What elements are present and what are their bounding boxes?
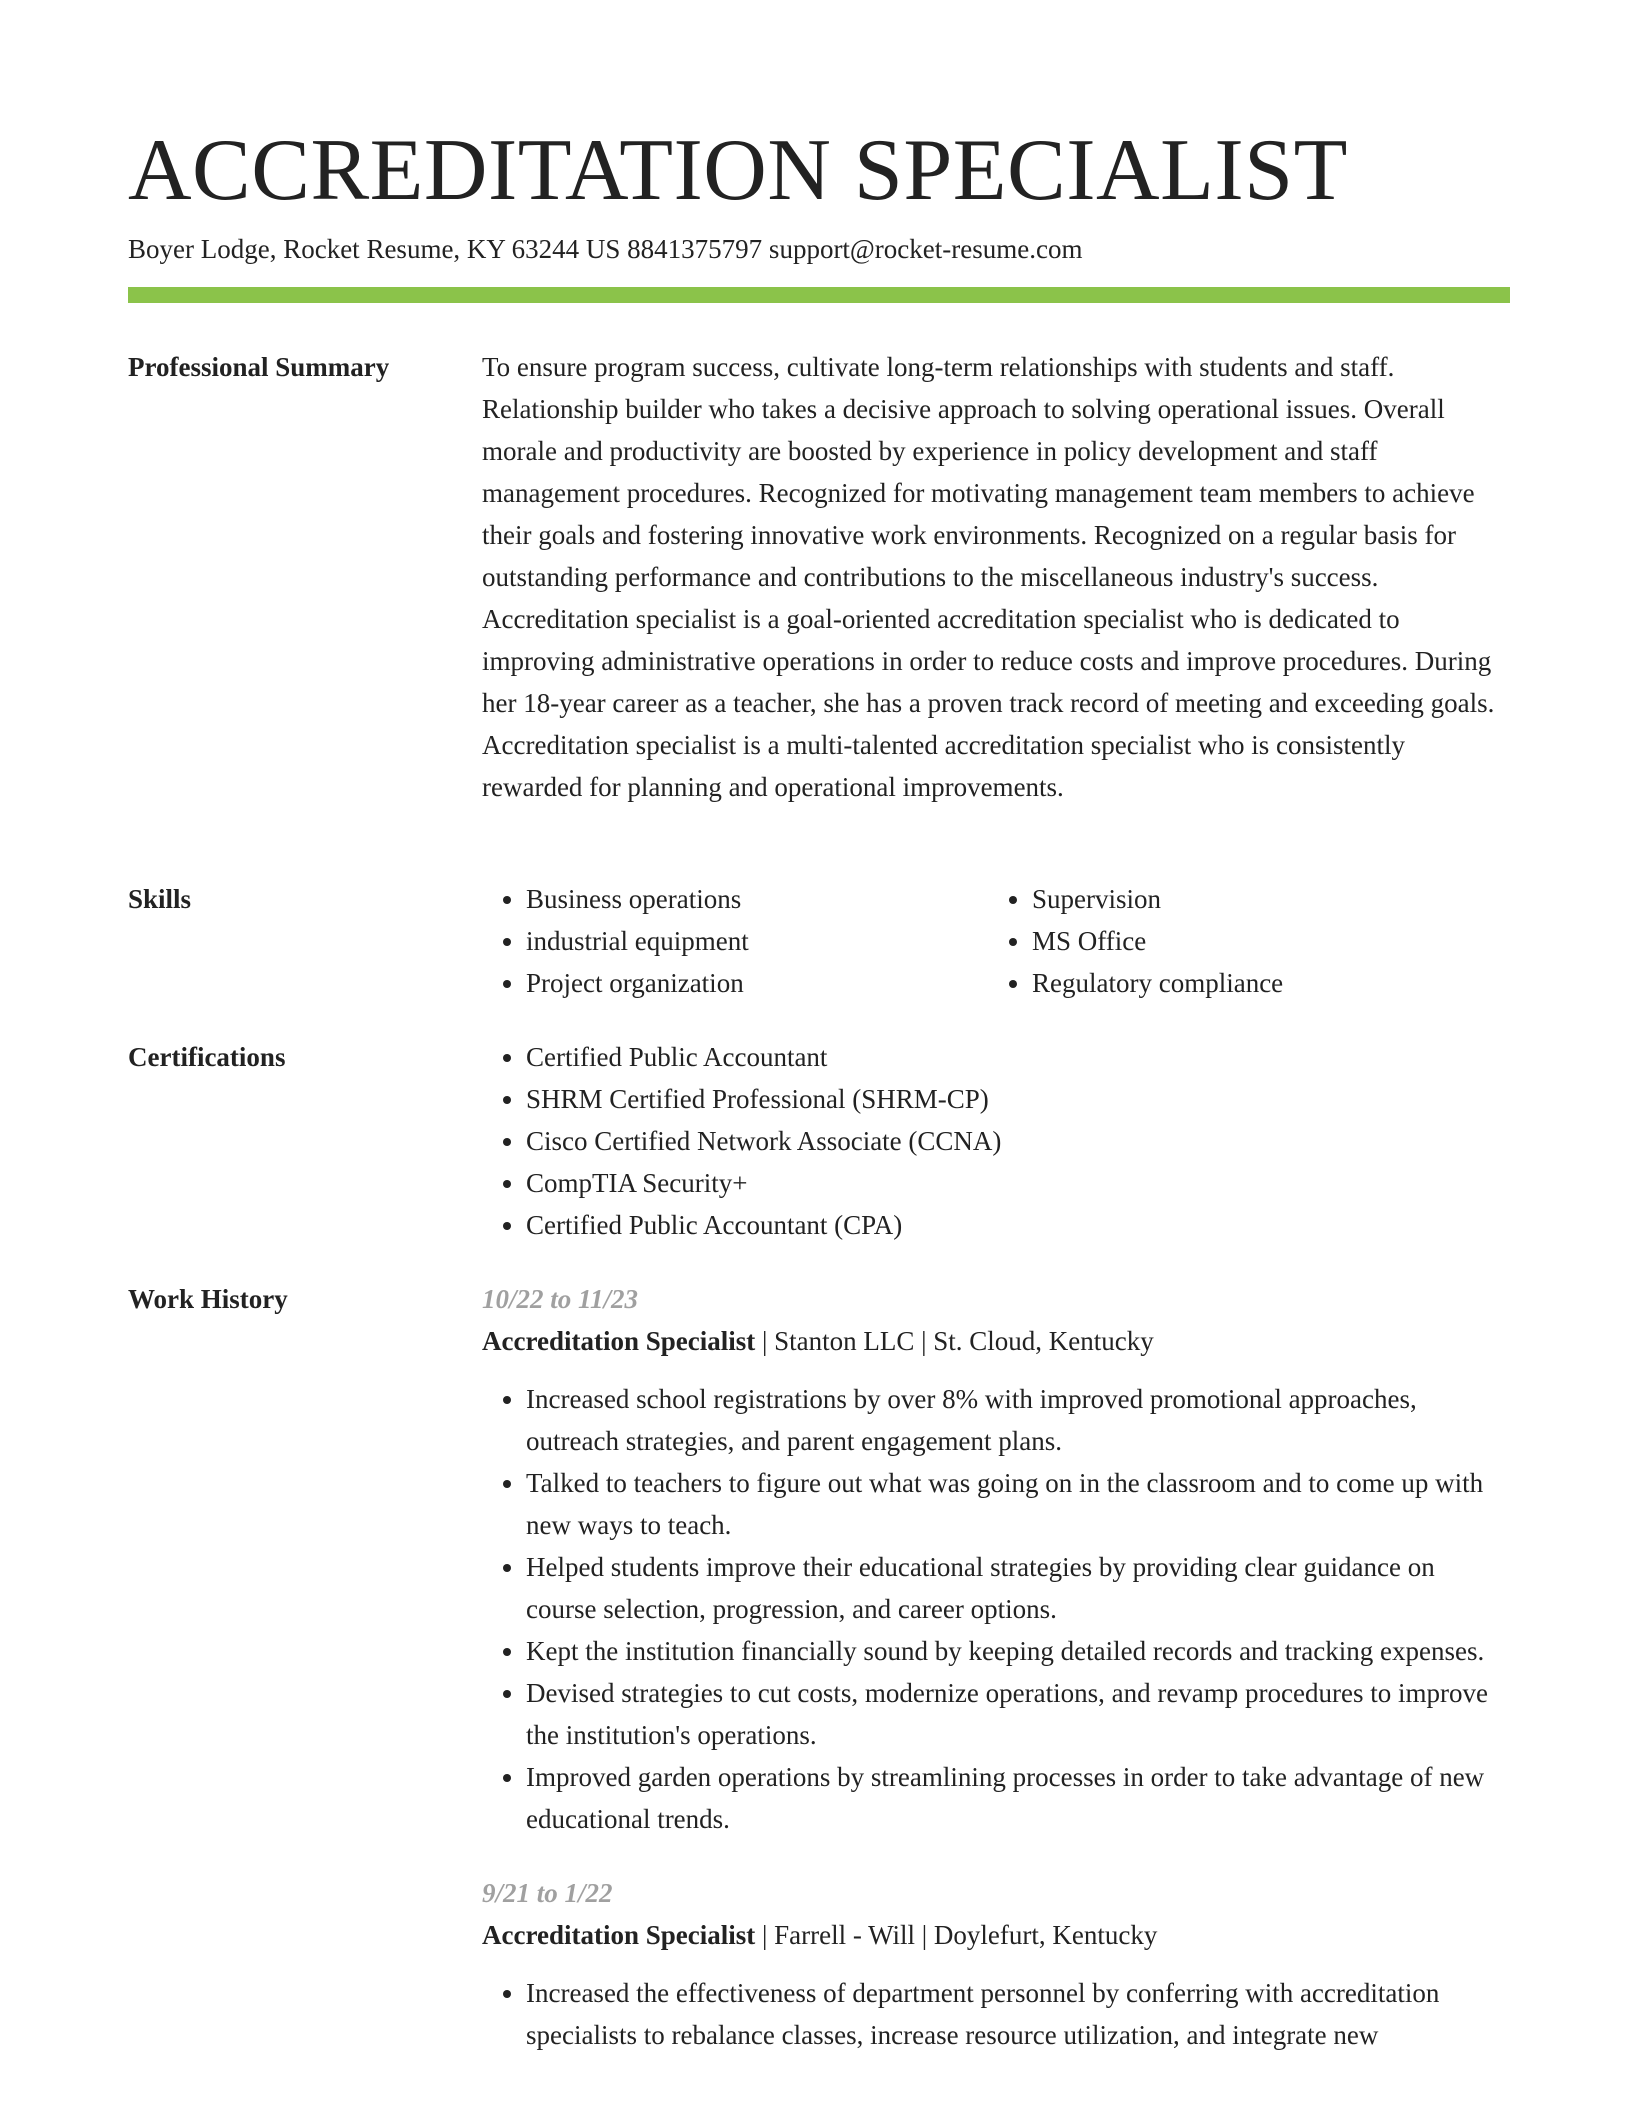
job-heading-line (482, 1320, 1510, 1362)
certifications-body (482, 1036, 1510, 1246)
summary-text: To ensure program success, cultivate long-term relationships with students and staff. Relationship builder who takes a decisive approach to solving operational issues. Overall morale and productivity are boosted by experience in policy development and staff management procedures. Recognized for motivating management team members to achieve their goals and fostering innovative work environments. Recognized on a regular basis for outstanding performance and contributions to the miscellaneous industry's success. Accreditation specialist is a goal-oriented accreditation specialist who is dedicated to improving administrative operations in order to reduce costs and improve procedures. During her 18-year career as a teacher, she has a proven track record of meeting and exceeding goals. Accreditation specialist is a multi-talented accreditation specialist who is consistently rewarded for planning and operational improvements. (482, 352, 1495, 802)
accent-divider (128, 287, 1510, 303)
certification-item: • Cisco Certified Network Associate (CCNA) (526, 1120, 1510, 1162)
skill-item: • Business operations (526, 878, 988, 920)
skill-item: • Supervision (1032, 878, 1494, 920)
job-heading-line (482, 1914, 1510, 1956)
skills-list-left (482, 878, 988, 1004)
job-bullet: • Talked to teachers to figure out what was going on in the classroom and to come up with new ways to teach. (526, 1462, 1510, 1546)
job-bullet-list (482, 1972, 1510, 2056)
job-title: Accreditation Specialist (482, 1326, 756, 1356)
contact-line: Boyer Lodge, Rocket Resume, KY 63244 US 8841375797 support@rocket-resume.com (128, 234, 1083, 264)
job-bullet: • Improved garden operations by streamlining processes in order to take advantage of new educational trends. (526, 1756, 1510, 1840)
job-entry (482, 1872, 1510, 2056)
skill-item: • Regulatory compliance (1032, 962, 1494, 1004)
skills-heading: Skills (128, 884, 192, 914)
certification-item: • CompTIA Security+ (526, 1162, 1510, 1204)
job-bullet: • Kept the institution financially sound by keeping detailed records and tracking expenses. (526, 1630, 1510, 1672)
skill-item: • industrial equipment (526, 920, 988, 962)
job-bullet-list (482, 1378, 1510, 1840)
summary-heading: Professional Summary (128, 352, 390, 382)
job-bullet: • Increased the effectiveness of department personnel by conferring with accreditation specialists to rebalance classes, increase resource utilization, and integrate new (526, 1972, 1510, 2056)
summary-body (482, 346, 1510, 808)
job-dates: 10/22 to 11/23 (482, 1284, 639, 1314)
skill-item: • MS Office (1032, 920, 1494, 962)
job-bullet: • Devised strategies to cut costs, modernize operations, and revamp procedures to improve the institution's operations. (526, 1672, 1510, 1756)
skills-grid (482, 878, 1510, 1004)
skills-body (482, 878, 1510, 1004)
job-bullet: • Helped students improve their educational strategies by providing clear guidance on course selection, progression, and career options. (526, 1546, 1510, 1630)
skills-column-left (482, 878, 988, 1004)
job-title: Accreditation Specialist (482, 1920, 756, 1950)
job-entry (482, 1278, 1510, 1840)
work-history-body (482, 1278, 1510, 2088)
job-employer-location: | Stanton LLC | St. Cloud, Kentucky (755, 1326, 1154, 1356)
skills-column-right (988, 878, 1494, 1004)
certification-item: • SHRM Certified Professional (SHRM-CP) (526, 1078, 1510, 1120)
certifications-list (482, 1036, 1510, 1246)
certifications-heading: Certifications (128, 1042, 286, 1072)
resume-name-heading: ACCREDITATION SPECIALIST (128, 122, 1348, 219)
job-employer-location: | Farrell - Will | Doylefurt, Kentucky (755, 1920, 1158, 1950)
work-history-heading: Work History (128, 1284, 288, 1314)
certification-item: • Certified Public Accountant (CPA) (526, 1204, 1510, 1246)
skills-list-right (988, 878, 1494, 1004)
job-bullet: • Increased school registrations by over 8% with improved promotional approaches, outreach strategies, and parent engagement plans. (526, 1378, 1510, 1462)
certification-item: • Certified Public Accountant (526, 1036, 1510, 1078)
skill-item: • Project organization (526, 962, 988, 1004)
job-dates: 9/21 to 1/22 (482, 1878, 613, 1908)
